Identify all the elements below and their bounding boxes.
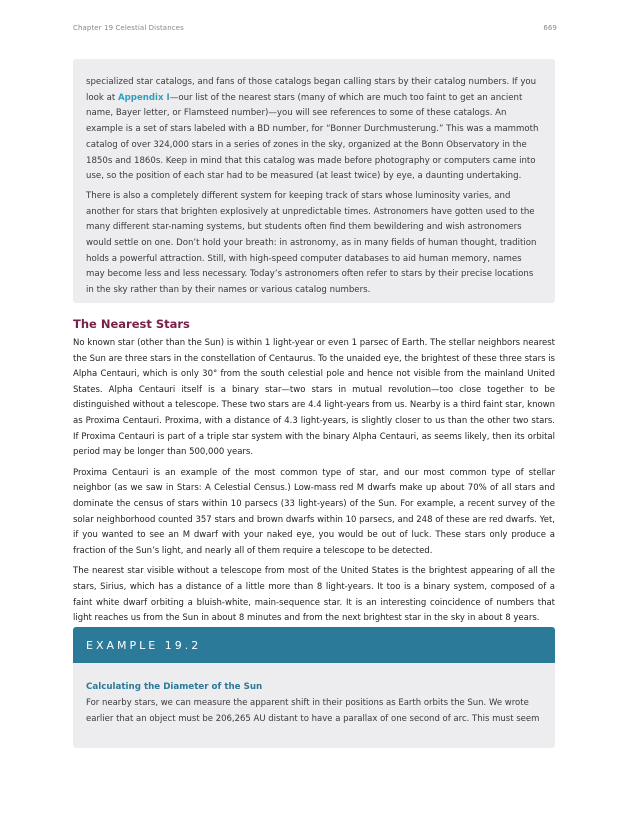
sidebar-paragraph-2: There is also a completely different system for keeping track of stars whose luminosity varies, and another for stars that brighten explosively at unpredictable times. Astronomers have gotten used to the many different star-naming systems, but students often find them bewildering and wish astronomers would settle on one. Don’t hold your breath: in astronomy, as in many fields of human thought, tradition holds a powerful attraction. Still, with high-speed computer databases to aid human memory, names may become less and less necessary. Today’s astronomers often refer to stars by their precise locations in the sky rather than by their names or various catalog numbers.: [86, 190, 537, 296]
section-heading: The Nearest Stars: [73, 317, 190, 331]
section-paragraph-1: No known star (other than the Sun) is within 1 light-year or even 1 parsec of Earth. The stellar neighbors nearest the Sun are three stars in the constellation of Centaurus. To the unaided eye, the brightest of these three stars is Alpha Centauri, which is only 30° from the south celestial pole and hence not visible from the mainland United States. Alpha Centauri itself is a binary star—two stars in mutual revolution—too close together to be distinguished without a telescope. These two stars are 4.4 light-years from us. Nearby is a third faint star, known as Proxima Centauri. Proxima, with a distance of 4.3 light-years, is slightly closer to us than the other two stars. If Proxima Centauri is part of a triple star system with the binary Alpha Centauri, as seems likely, then its orbital period may be longer than 500,000 years.: [73, 338, 555, 458]
sidebar-paragraph-1: [86, 75, 542, 185]
example-text: For nearby stars, we can measure the apparent shift in their positions as Earth orbits the Sun. We wrote earlier that an object must be 206,265 AU distant to have a parallax of one second of arc. This must seem: [86, 698, 540, 724]
example-title: Calculating the Diameter of the Sun: [86, 682, 263, 692]
page-number: 669: [543, 24, 557, 32]
example-label: EXAMPLE 19.2: [86, 638, 202, 652]
section-paragraph-2: Proxima Centauri is an example of the most common type of star, and our most common type of stellar neighbor (as we saw in Stars: A Celestial Census.) Low-mass red M dwarfs make up about 70% of all stars and dominate the census of stars within 10 parsecs (33 light-years) of the Sun. For example, a recent survey of the solar neighborhood counted 357 stars and brown dwarfs within 10 parsecs, and 248 of these are red dwarfs. Yet, if you wanted to see an M dwarf with your naked eye, you would be out of luck. These stars only produce a fraction of the Sun’s light, and nearly all of them require a telescope to be detected.: [73, 467, 555, 556]
example-header-bar: [73, 627, 555, 663]
naming-sidebar-box: [73, 59, 555, 303]
page-header: [73, 24, 557, 32]
sidebar-p1-text-after: —our list of the nearest stars (many of which are much too faint to get an ancient name, Bayer letter, or Flamsteed number)—you will see references to some of these catalogs. An example is a set of stars labeled with a BD number, for “Bonner Durchmusterung.” This was a mammoth catalog of over 324,000 stars in a series of zones in the sky, organized at the Bonn Observatory in the 1850s and 1860s. Keep in mind that this catalog was made before photography or computers came into use, so the position of each star had to be measured (at least twice) by eye, a daunting undertaking.: [86, 92, 539, 182]
example-box: [73, 627, 555, 748]
chapter-title: Chapter 19 Celestial Distances: [73, 24, 184, 32]
sidebar-p1-text-before: specialized star catalogs, and fans of those catalogs began calling stars by their catalog numbers. If you look at: [86, 77, 537, 103]
appendix-link[interactable]: Appendix I: [117, 92, 170, 103]
nearest-stars-section: [73, 316, 555, 632]
section-paragraph-3: The nearest star visible without a telescope from most of the United States is the brightest appearing of all the stars, Sirius, which has a distance of a little more than 8 light-years. It too is a binary system, composed of a faint white dwarf orbiting a bluish-white, main-sequence star. It is an interesting coincidence of numbers that light reaches us from the Sun in about 8 minutes and from the next brightest star in the sky in about 8 years.: [73, 566, 555, 624]
